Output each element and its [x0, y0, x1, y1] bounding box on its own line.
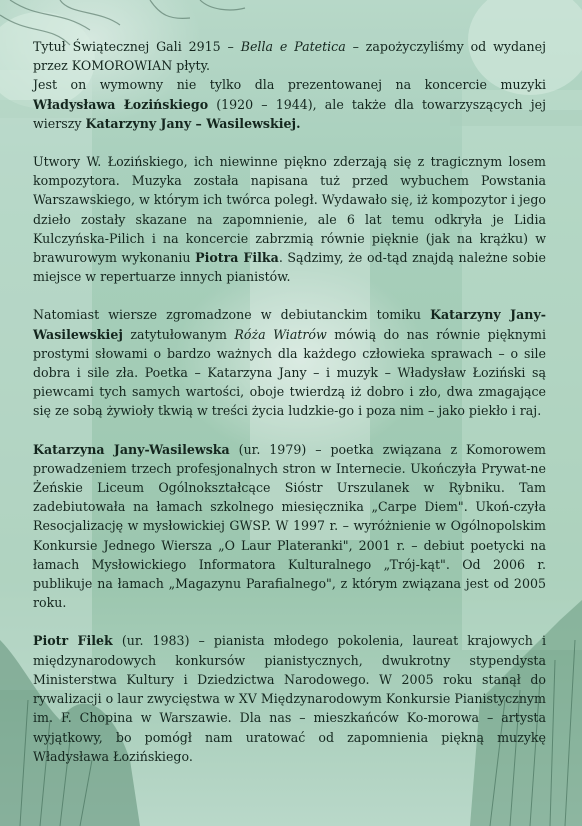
- document-body: [33, 37, 546, 785]
- pianist-name: Piotra Filka: [195, 250, 279, 266]
- pianist-bio-name: Piotr Filek: [33, 633, 113, 649]
- pianist-bio-paragraph: [33, 631, 546, 765]
- music-text-a: Utwory W. Łozińskiego, ich niewinne piękno zderzają się z tragicznym losem kompozytora. Muzyka została napisana tuż przed wybuchem Powstania Warszawskiego, w którym ich twórca poległ. Wydawało się, iż kompozytor i jego dzieło zostały skazane na zapomnienie, ale 6 lat temu odkryła je Lidia Kulczyńska-Pilich i na koncercie zabrzmią równie pięknie (jak na krążku) w brawurowym wykonaniu: [33, 154, 546, 266]
- intro-text-d: (1920 – 1944), ale także dla towarzyszących jej wierszy: [33, 96, 547, 131]
- intro-text-c: Jest on wymowny nie tylko dla prezentowanej na koncercie muzyki: [33, 77, 546, 93]
- poet-name-full: Katarzyny Jany-Wasilewskiej: [33, 307, 546, 342]
- poet-bio-name: Katarzyna Jany-Wasilewska: [33, 441, 230, 457]
- music-paragraph: [33, 152, 546, 286]
- intro-paragraph: [33, 37, 546, 133]
- poetry-text-a: Natomiast wiersze zgromadzone w debiutanckim tomiku: [33, 307, 431, 323]
- intro-text-b: – zapożyczyliśmy od wydanej przez KOMOROWIAN płyty.: [33, 39, 547, 74]
- poetry-paragraph: [33, 305, 546, 420]
- poetry-text-c: mówią do nas równie pięknymi prostymi słowami o bardzo ważnych dla każdego człowieka sprawach – o sile dobra i sile zła. Poetka – Katarzyna Jany – i muzyk – Władysław Łoziński są piewcami tych samych wartości, oboje twierdzą iż dobro i zło, dwa zmagające się ze sobą żywioły tkwią w treści życia ludzkie-go i poza nim – jako piekło i raj.: [33, 326, 546, 419]
- music-text-b: . Sądzimy, że od-tąd znajdą należne sobie miejsce w repertuarze innych pianistów.: [33, 250, 547, 285]
- intro-text-a: Tytuł Świątecznej Gali 2915 –: [33, 39, 241, 54]
- composer-name: Władysława Łozińskiego: [33, 96, 209, 112]
- poetry-text-b: zatytułowanym: [122, 326, 235, 342]
- concert-title: Bella e Patetica: [240, 39, 346, 54]
- poet-bio-paragraph: [33, 440, 546, 613]
- poet-name: Katarzyny Jany – Wasilewskiej.: [85, 115, 301, 131]
- pianist-bio-text: (ur. 1983) – pianista młodego pokolenia, laureat krajowych i międzynarodowych konkursów pianistycznych, dwukrotny stypendysta Ministerstwa Kultury i Dziedzictwa Narodowego. W 2005 roku stanął do rywalizacji o laur zwycięstwa w XV Międzynarodowym Konkursie Pianistycznym im. F. Chopina w Warszawie. Dla nas – mieszkańców Ko-morowa – artysta wyjątkowy, bo pomógł nam uratować od zapomnienia piękną muzykę Władysława Łozińskiego.: [33, 633, 546, 764]
- poet-bio-text: (ur. 1979) – poetka związana z Komorowem prowadzeniem trzech profesjonalnych stron w Internecie. Ukończyła Prywat-ne Żeńskie Liceum Ogólnokształcące Sióstr Urszulanek w Rybniku. Tam zadebiutowała na łamach szkolnego miesięcznika „Carpe Diem". Ukoń-czyła Resocjalizację w mysłowickiej GWSP. W 1997 r. – wyróżnienie w Ogólnopolskim Konkursie Jednego Wiersza „O Laur Plateranki", 2001 r. – debiut poetycki na łamach Mysłowickiego Informatora Kulturalnego „Trój-kąt". Od 2006 r. publikuje na łamach „Magazynu Parafialnego", z którym związana jest od 2005 roku.: [33, 441, 546, 611]
- book-title: Róża Wiatrów: [234, 326, 327, 342]
